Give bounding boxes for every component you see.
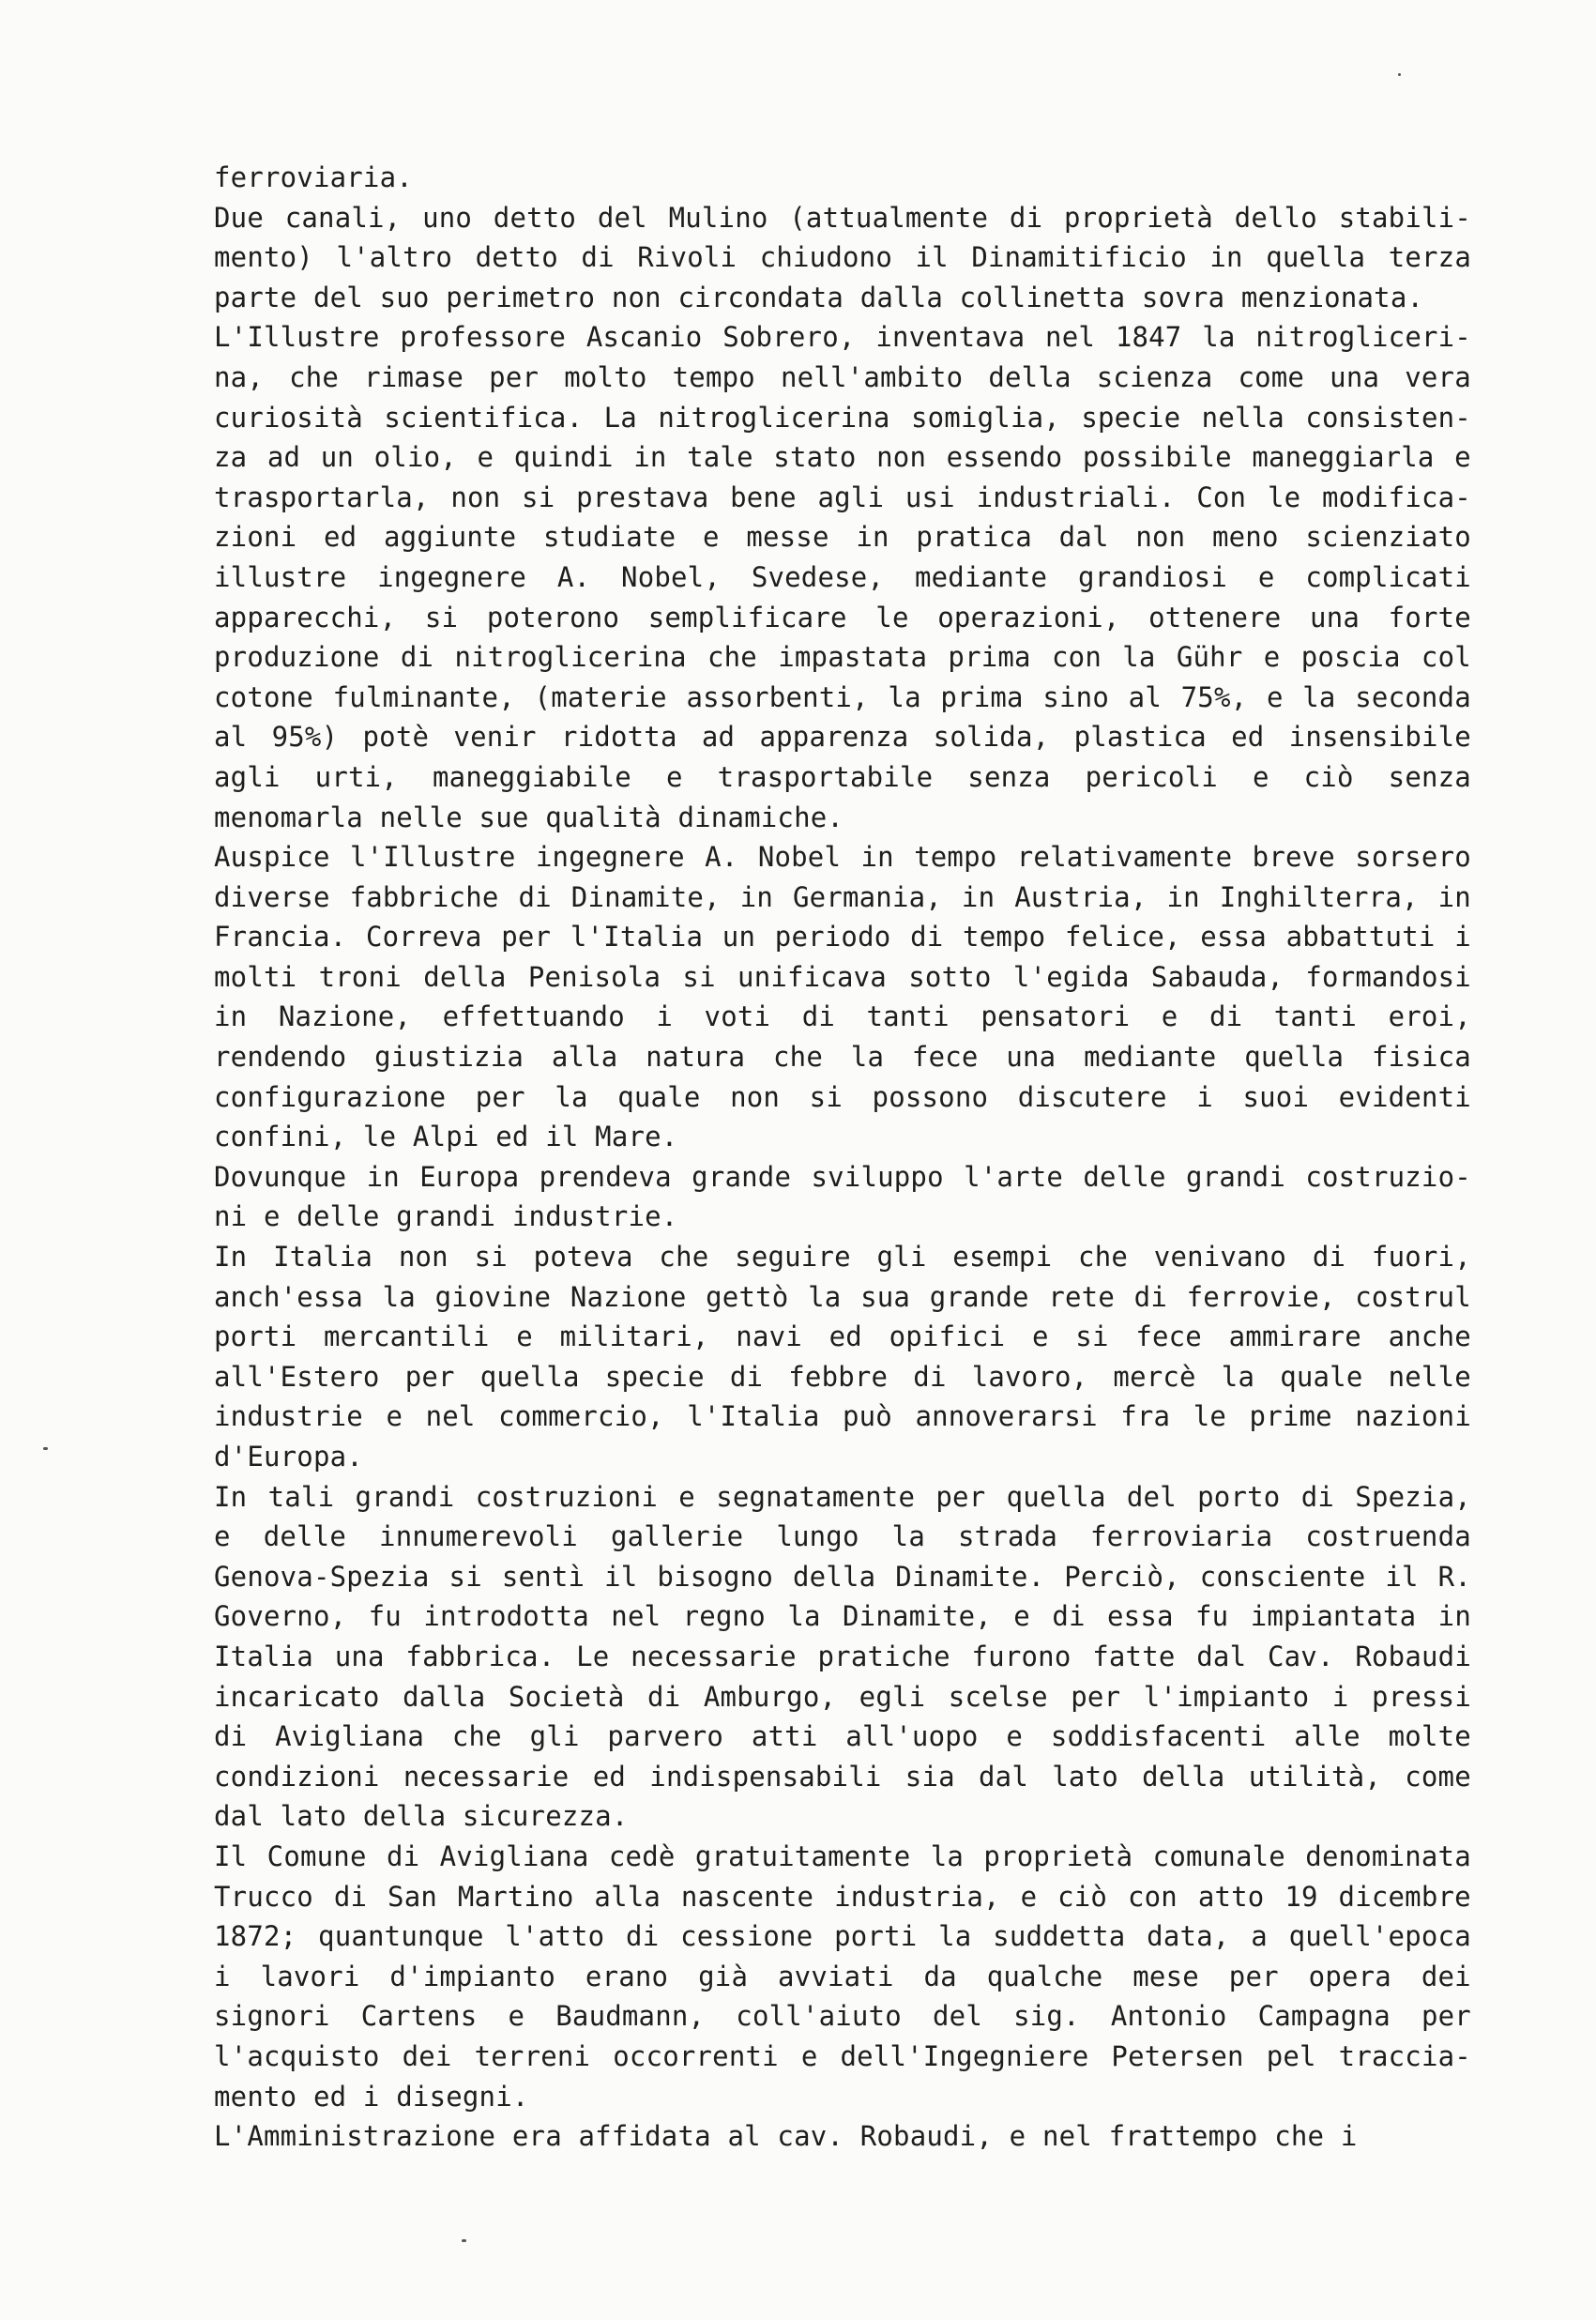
text-line: rendendo giustizia alla natura che la fece una mediante quella fisica xyxy=(214,1041,1471,1074)
text-line: molti troni della Penisola si unificava sotto l'egida Sabauda, formandosi xyxy=(214,960,1471,993)
text-line: parte del suo perimetro non circondata dalla collinetta sovra menzionata. xyxy=(214,281,1424,313)
text-line: industrie e nel commercio, l'Italia può annoverarsi fra le prime nazioni xyxy=(214,1400,1471,1433)
text-line: Trucco di San Martino alla nascente industria, e ciò con atto 19 dicembre xyxy=(214,1880,1471,1913)
text-line: incaricato dalla Società di Amburgo, egli scelse per l'impianto i pressi xyxy=(214,1680,1471,1713)
text-line: al 95%) potè venir ridotta ad apparenza solida, plastica ed insensibile xyxy=(214,721,1471,754)
text-line: agli urti, maneggiabile e trasportabile senza pericoli e ciò senza xyxy=(214,760,1471,793)
text-line: confini, le Alpi ed il Mare. xyxy=(214,1121,678,1153)
paragraph xyxy=(214,317,1471,837)
scan-speck xyxy=(1398,73,1401,76)
text-line: mento ed i disegni. xyxy=(214,2080,529,2113)
text-line: Francia. Correva per l'Italia un periodo di tempo felice, essa abbattuti i xyxy=(214,921,1471,954)
text-line: l'acquisto dei terreni occorrenti e dell'Ingegniere Petersen pel traccia- xyxy=(214,2039,1471,2072)
scan-speck xyxy=(43,1447,48,1450)
text-line: di Avigliana che gli parvero atti all'uopo e soddisfacenti alle molte xyxy=(214,1720,1471,1753)
text-line: Dovunque in Europa prendeva grande sviluppo l'arte delle grandi costruzio- xyxy=(214,1160,1471,1193)
paragraph xyxy=(214,837,1471,1157)
text-line: cotone fulminante, (materie assorbenti, la prima sino al 75%, e la seconda xyxy=(214,680,1471,713)
paragraph xyxy=(214,198,1471,318)
text-line: anch'essa la giovine Nazione gettò la sua grande rete di ferrovie, costrul xyxy=(214,1280,1471,1313)
text-line: ni e delle grandi industrie. xyxy=(214,1200,678,1233)
text-line: menomarla nelle sue qualità dinamiche. xyxy=(214,801,844,833)
text-line: 1872; quantunque l'atto di cessione porti la suddetta data, a quell'epoca xyxy=(214,1920,1471,1953)
text-line: zioni ed aggiunte studiate e messe in pratica dal non meno scienziato xyxy=(214,521,1471,554)
text-line: dal lato della sicurezza. xyxy=(214,1800,629,1833)
text-line: illustre ingegnere A. Nobel, Svedese, mediante grandiosi e complicati xyxy=(214,560,1471,593)
paragraph xyxy=(214,1157,1471,1237)
text-line: produzione di nitroglicerina che impastata prima con la Gühr e poscia col xyxy=(214,641,1471,674)
typewritten-text-body xyxy=(214,158,1471,2157)
text-line: L'Amministrazione era affidata al cav. Robaudi, e nel frattempo che i xyxy=(214,2120,1358,2153)
text-line: trasportarla, non si prestava bene agli usi industriali. Con le modifica- xyxy=(214,481,1471,513)
text-line: d'Europa. xyxy=(214,1441,363,1473)
text-line: e delle innumerevoli gallerie lungo la strada ferroviaria costruenda xyxy=(214,1520,1471,1553)
text-line: configurazione per la quale non si possono discutere i suoi evidenti xyxy=(214,1080,1471,1113)
text-line: in Nazione, effettuando i voti di tanti pensatori e di tanti eroi, xyxy=(214,1000,1471,1033)
paragraph xyxy=(214,158,1471,198)
text-line: all'Estero per quella specie di febbre di lavoro, mercè la quale nelle xyxy=(214,1360,1471,1393)
text-line: Auspice l'Illustre ingegnere A. Nobel in tempo relativamente breve sorsero xyxy=(214,841,1471,874)
text-line: In Italia non si poteva che seguire gli esempi che venivano di fuori, xyxy=(214,1241,1471,1274)
text-line: signori Cartens e Baudmann, coll'aiuto del sig. Antonio Campagna per xyxy=(214,2000,1471,2033)
scan-speck xyxy=(462,2239,466,2242)
paragraph xyxy=(214,1237,1471,1477)
text-line: mento) l'altro detto di Rivoli chiudono il Dinamitificio in quella terza xyxy=(214,241,1471,274)
paragraph xyxy=(214,1477,1471,1837)
text-line: Genova-Spezia si sentì il bisogno della Dinamite. Perciò, consciente il R. xyxy=(214,1560,1471,1593)
text-line: Governo, fu introdotta nel regno la Dinamite, e di essa fu impiantata in xyxy=(214,1600,1471,1633)
text-line: apparecchi, si poterono semplificare le operazioni, ottenere una forte xyxy=(214,601,1471,633)
text-line: Due canali, uno detto del Mulino (attualmente di proprietà dello stabili- xyxy=(214,201,1471,234)
text-line: condizioni necessarie ed indispensabili sia dal lato della utilità, come xyxy=(214,1760,1471,1793)
text-line: In tali grandi costruzioni e segnatamente per quella del porto di Spezia, xyxy=(214,1480,1471,1513)
text-line: diverse fabbriche di Dinamite, in Germania, in Austria, in Inghilterra, in xyxy=(214,880,1471,913)
paragraph xyxy=(214,1837,1471,2116)
text-line: porti mercantili e militari, navi ed opifici e si fece ammirare anche xyxy=(214,1320,1471,1353)
text-line: za ad un olio, e quindi in tale stato non essendo possibile maneggiarla e xyxy=(214,441,1471,474)
text-line: na, che rimase per molto tempo nell'ambito della scienza come una vera xyxy=(214,360,1471,393)
paragraph xyxy=(214,2116,1471,2157)
text-line: Italia una fabbrica. Le necessarie pratiche furono fatte dal Cav. Robaudi xyxy=(214,1640,1471,1672)
text-line: ferroviaria. xyxy=(214,161,413,193)
text-line: i lavori d'impianto erano già avviati da qualche mese per opera dei xyxy=(214,1960,1471,1992)
text-line: curiosità scientifica. La nitroglicerina somiglia, specie nella consisten- xyxy=(214,401,1471,434)
text-line: Il Comune di Avigliana cedè gratuitamente la proprietà comunale denominata xyxy=(214,1839,1471,1872)
text-line: L'Illustre professore Ascanio Sobrero, inventava nel 1847 la nitrogliceri- xyxy=(214,321,1471,354)
